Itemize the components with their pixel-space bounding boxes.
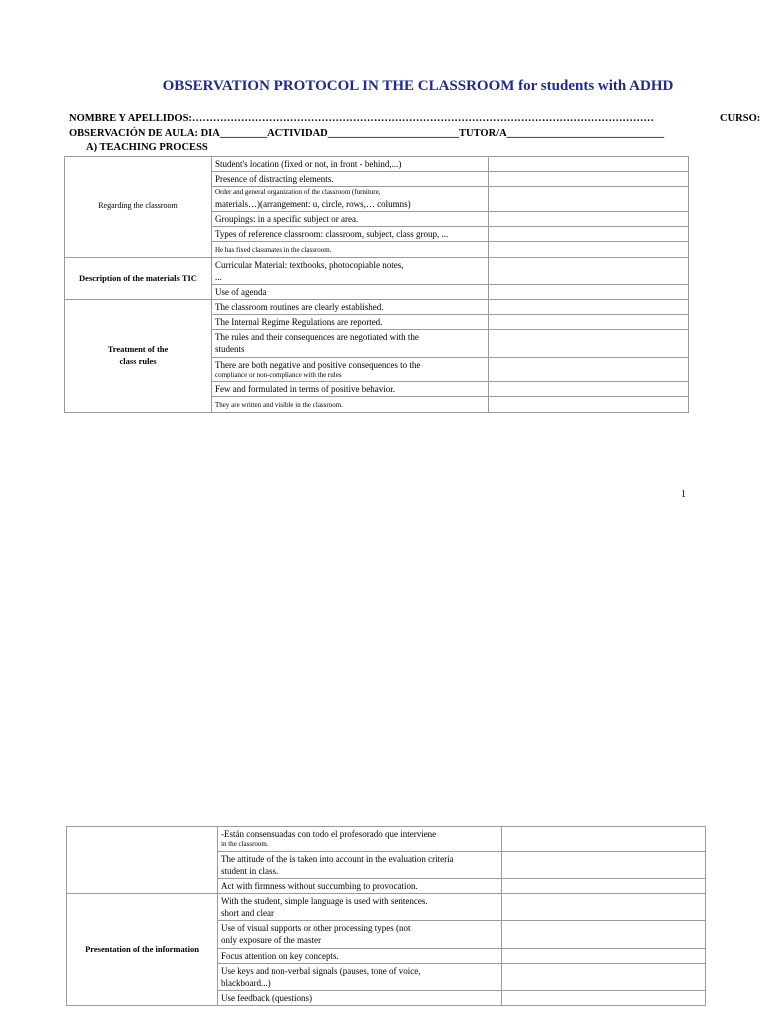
item-line: He has fixed classmates in the classroom. <box>215 246 332 255</box>
table-row <box>65 300 689 315</box>
item-cell <box>218 851 502 878</box>
item-cell: Focus attention on key concepts. <box>218 948 502 963</box>
item-cell: Groupings: in a specific subject or area. <box>212 211 489 226</box>
course-label: CURSO: <box>720 113 761 124</box>
category-cell: Presentation of the information <box>67 894 218 1006</box>
item-line: ... <box>215 271 222 282</box>
item-cell: Types of reference classroom: classroom, subject, class group, ... <box>212 227 489 242</box>
category-line: Treatment of the <box>107 344 169 355</box>
table-row <box>65 257 689 284</box>
item-cell <box>218 894 502 921</box>
category-cell <box>65 300 212 413</box>
name-line <box>69 113 761 124</box>
item-cell <box>212 187 489 212</box>
observation-cell[interactable] <box>502 948 706 963</box>
observation-cell[interactable] <box>502 827 706 852</box>
item-line: student in class. <box>221 865 279 876</box>
item-line: Order and general organization of the classroom (furniture, <box>215 188 381 197</box>
item-line: -Están consensuadas con todo el profesorado que interviene <box>221 829 437 839</box>
item-cell: Few and formulated in terms of positive behavior. <box>212 382 489 397</box>
table-row <box>67 827 706 852</box>
item-line: compliance or non-compliance with the rules <box>215 370 342 379</box>
document-title: OBSERVATION PROTOCOL IN THE CLASSROOM for students with ADHD <box>162 78 674 94</box>
page-number: 1 <box>681 489 686 500</box>
item-line: materials…)(arrangement: u, circle, rows,… columns) <box>215 198 411 209</box>
observation-cell[interactable] <box>502 878 706 893</box>
item-line: There are both negative and positive consequences to the <box>215 359 421 370</box>
observation-cell[interactable] <box>489 172 689 187</box>
item-cell: Presence of distracting elements. <box>212 172 489 187</box>
item-cell: The classroom routines are clearly established. <box>212 300 489 315</box>
observation-cell[interactable] <box>502 921 706 948</box>
table-row <box>67 894 706 921</box>
item-line: only exposure of the master <box>221 935 321 946</box>
observation-cell[interactable] <box>489 257 689 284</box>
item-line: blackboard...) <box>221 977 271 988</box>
item-line: short and clear <box>221 908 274 919</box>
section-heading: A) TEACHING PROCESS <box>86 142 208 153</box>
category-cell: Description of the materials TIC <box>65 257 212 299</box>
category-cell: Regarding the classroom <box>65 157 212 258</box>
item-cell: Use feedback (questions) <box>218 990 502 1005</box>
observation-cell[interactable] <box>502 990 706 1005</box>
item-line: Curricular Material: textbooks, photocopiable notes, <box>215 259 404 270</box>
observation-line: OBSERVACIÓN DE AULA: DIA_________ACTIVIDAD_________________________TUTOR/A______________________________ <box>69 128 665 139</box>
category-line: class rules <box>119 355 157 366</box>
observation-cell[interactable] <box>489 187 689 212</box>
item-cell <box>218 921 502 948</box>
category-cell <box>67 827 218 894</box>
item-cell <box>212 357 489 382</box>
item-cell <box>212 257 489 284</box>
item-line: Use keys and non-verbal signals (pauses, tone of voice, <box>221 965 421 976</box>
observation-table-1 <box>64 156 689 413</box>
item-line: With the student, simple language is used with sentences. <box>221 896 428 906</box>
item-line: The attitude of the is taken into account in the evaluation criteria <box>221 853 454 864</box>
item-cell <box>212 397 489 412</box>
item-line: They are written and visible in the classroom. <box>215 401 343 410</box>
observation-cell[interactable] <box>489 397 689 412</box>
item-cell <box>212 242 489 257</box>
observation-cell[interactable] <box>489 284 689 299</box>
name-label: NOMBRE Y APELLIDOS:…………………………………………………………………………………………………………………… <box>69 113 654 124</box>
item-line: in the classroom. <box>221 840 269 849</box>
observation-cell[interactable] <box>502 963 706 990</box>
observation-cell[interactable] <box>502 894 706 921</box>
item-cell <box>218 963 502 990</box>
observation-cell[interactable] <box>489 315 689 330</box>
observation-table-2 <box>66 826 706 1006</box>
item-line: The rules and their consequences are negotiated with the <box>215 332 419 343</box>
observation-cell[interactable] <box>489 211 689 226</box>
observation-cell[interactable] <box>489 382 689 397</box>
observation-cell[interactable] <box>489 242 689 257</box>
observation-cell[interactable] <box>489 330 689 357</box>
observation-cell[interactable] <box>489 227 689 242</box>
item-cell <box>212 330 489 357</box>
observation-cell[interactable] <box>489 357 689 382</box>
item-cell: Student's location (fixed or not, in front - behind,...) <box>212 157 489 172</box>
item-line: students <box>215 344 245 355</box>
observation-cell[interactable] <box>489 300 689 315</box>
item-cell: Act with firmness without succumbing to provocation. <box>218 878 502 893</box>
item-cell <box>218 827 502 852</box>
observation-cell[interactable] <box>489 157 689 172</box>
item-cell: The Internal Regime Regulations are reported. <box>212 315 489 330</box>
item-line: Use of visual supports or other processing types (not <box>221 923 411 934</box>
observation-cell[interactable] <box>502 851 706 878</box>
item-cell: Use of agenda <box>212 284 489 299</box>
table-row <box>65 157 689 172</box>
